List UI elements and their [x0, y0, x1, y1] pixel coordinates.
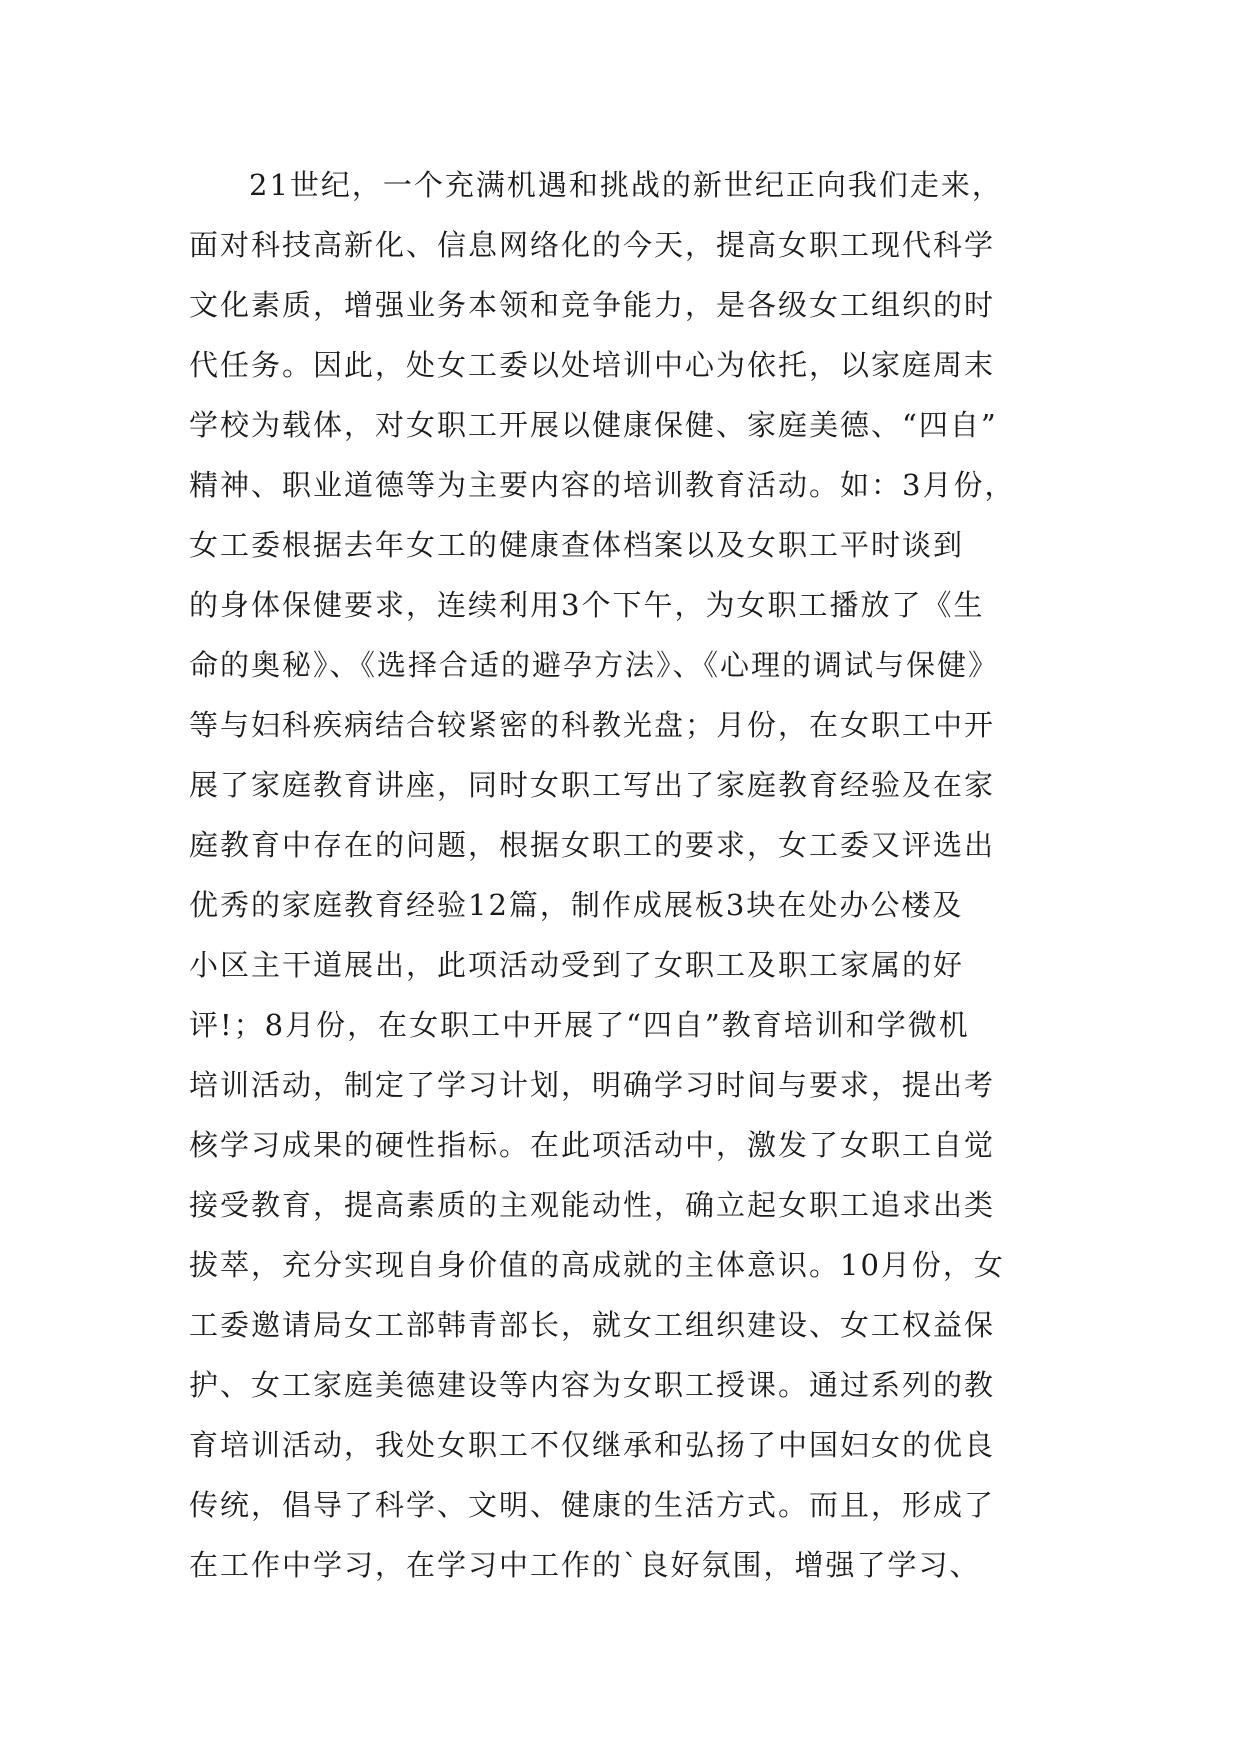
text-line: 等与妇科疾病结合较紧密的科教光盘；月份，在女职工中开	[189, 708, 996, 742]
text-line: 代任务。因此，处女工委以处培训中心为依托，以家庭周末	[189, 348, 996, 382]
text-line: 护、女工家庭美德建设等内容为女职工授课。通过系列的教	[189, 1368, 996, 1402]
text-line: 育培训活动，我处女职工不仅继承和弘扬了中国妇女的优良	[189, 1428, 996, 1462]
text-line: 工委邀请局女工部韩青部长，就女工组织建设、女工权益保	[189, 1308, 996, 1342]
text-line: 面对科技高新化、信息网络化的今天，提高女职工现代科学	[189, 228, 996, 262]
text-line: 在工作中学习，在学习中工作的`良好氛围，增强了学习、	[189, 1548, 981, 1582]
text-line: 精神、职业道德等为主要内容的培训教育活动。如：3月份，	[189, 468, 1016, 502]
text-line: 小区主干道展出，此项活动受到了女职工及职工家属的好	[189, 948, 965, 982]
text-line: 21世纪，一个充满机遇和挑战的新世纪正向我们走来，	[249, 168, 1003, 202]
text-line: 接受教育，提高素质的主观能动性，确立起女职工追求出类	[189, 1188, 996, 1222]
text-line: 展了家庭教育讲座，同时女职工写出了家庭教育经验及在家	[189, 768, 996, 802]
text-line: 文化素质，增强业务本领和竞争能力，是各级女工组织的时	[189, 288, 996, 322]
text-line: 命的奥秘》、《选择合适的避孕方法》、《心理的调试与保健》	[189, 648, 1000, 682]
text-line: 拔萃，充分实现自身价值的高成就的主体意识。10月份，女	[189, 1248, 1005, 1282]
text-line: 的身体保健要求，连续利用3个下午，为女职工播放了《生	[189, 588, 985, 622]
text-line: 评!；8月份，在女职工中开展了“四自”教育培训和学微机	[189, 1008, 970, 1042]
text-line: 女工委根据去年女工的健康查体档案以及女职工平时谈到	[189, 528, 965, 562]
text-line: 传统，倡导了科学、文明、健康的生活方式。而且，形成了	[189, 1488, 996, 1522]
text-line: 优秀的家庭教育经验12篇，制作成展板3块在处办公楼及	[189, 888, 964, 922]
text-line: 学校为载体，对女职工开展以健康保健、家庭美德、“四自”	[189, 408, 998, 442]
text-line: 核学习成果的硬性指标。在此项活动中，激发了女职工自觉	[189, 1128, 996, 1162]
text-line: 庭教育中存在的问题，根据女职工的要求，女工委又评选出	[189, 828, 996, 862]
text-line: 培训活动，制定了学习计划，明确学习时间与要求，提出考	[189, 1068, 996, 1102]
body-paragraph	[189, 155, 1069, 1595]
